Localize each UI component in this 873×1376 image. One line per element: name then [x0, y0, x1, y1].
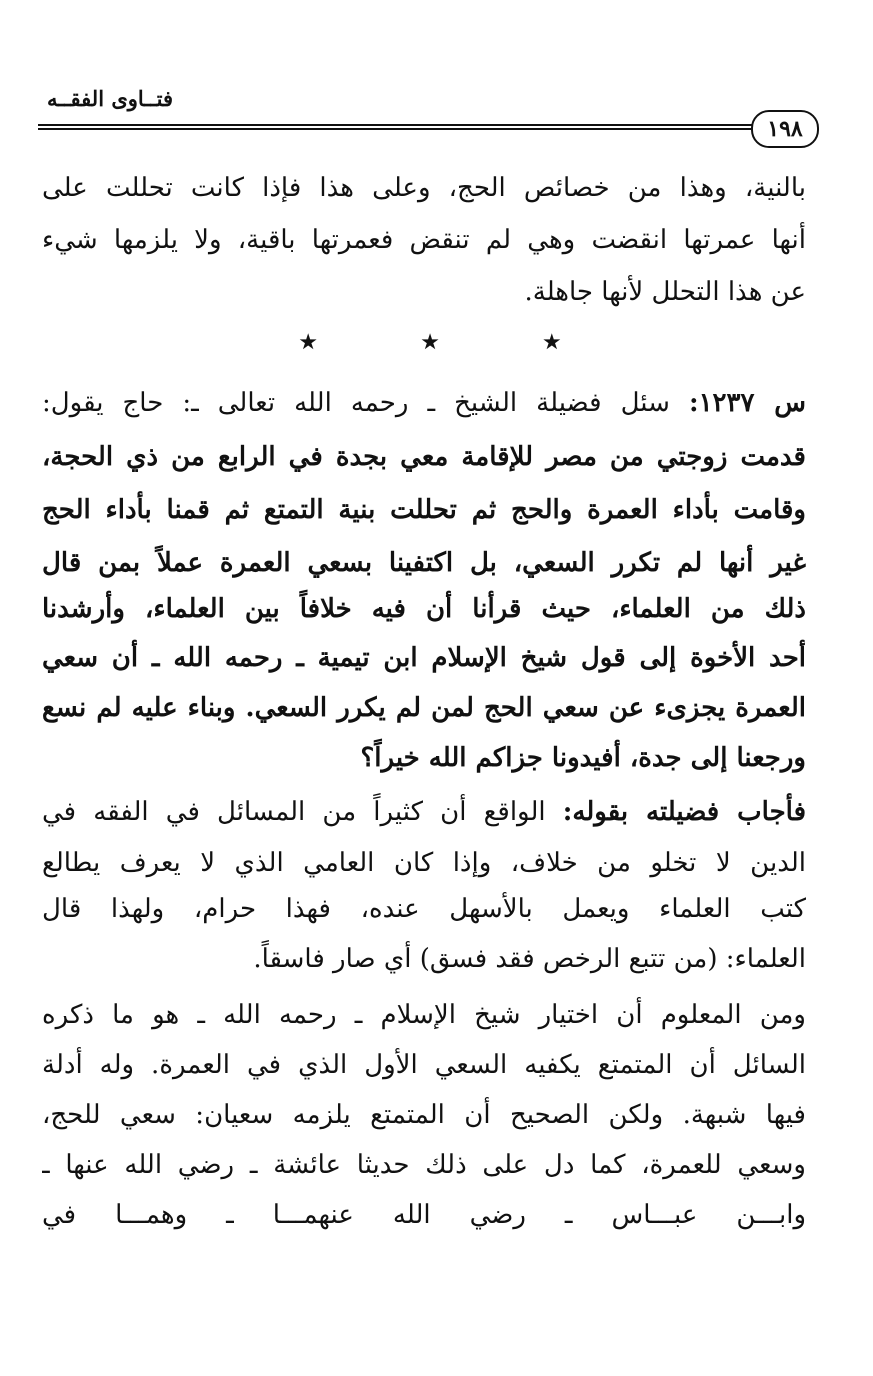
text-line: فيها شبهة. ولكن الصحيح أن المتمتع يلزمه سعيان: سعي للحج،: [42, 1100, 806, 1130]
question-first-line: [42, 378, 806, 428]
page-number: ١٩٨: [751, 110, 819, 148]
section-separator: [300, 322, 560, 362]
question-line: وقامت بأداء العمرة والحج ثم تحللت بنية التمتع ثم قمنا بأداء الحج: [42, 495, 806, 525]
question-label: س ١٢٣٧:: [688, 388, 806, 418]
question-line: ورجعنا إلى جدة، أفيدونا جزاكم الله خيراً؟: [360, 743, 806, 773]
text-line: ومن المعلوم أن اختيار شيخ الإسلام ـ رحمه الله ـ هو ما ذكره: [42, 1000, 806, 1030]
question-line: قدمت زوجتي من مصر للإقامة معي بجدة في الرابع من ذي الحجة،: [42, 442, 806, 472]
text-line: وابـــن عبـــاس ـ رضي الله عنهمـــا ـ وهمـــا في: [42, 1200, 806, 1230]
answer-label: فأجاب فضيلته بقوله:: [562, 797, 806, 827]
question-line: العمرة يجزىء عن سعي الحج لمن لم يكرر السعي. وبناء عليه لم نسع: [42, 693, 806, 723]
running-title: فتــاوى الفقــه: [46, 86, 173, 111]
text-line: عن هذا التحلل لأنها جاهلة.: [524, 277, 806, 307]
answer-intro: الواقع أن كثيراً من المسائل في الفقه في: [42, 797, 563, 827]
question-line: ذلك من العلماء، حيث قرأنا أن فيه خلافاً بين العلماء، وأرشدنا: [42, 594, 806, 624]
text-line: بالنية، وهذا من خصائص الحج، وعلى هذا فإذا كانت تحللت على: [42, 173, 806, 203]
question-line: أحد الأخوة إلى قول شيخ الإسلام ابن تيمية ـ رحمه الله ـ أن سعي: [42, 643, 806, 673]
asterisk-icon: ٭: [421, 324, 439, 359]
text-line: السائل أن المتمتع يكفيه السعي الأول الذي في العمرة. وله أدلة: [42, 1050, 806, 1080]
asterisk-icon: ٭: [300, 324, 317, 359]
question-intro: سئل فضيلة الشيخ ـ رحمه الله تعالى ـ: حاج يقول:: [42, 388, 689, 418]
answer-line: كتب العلماء ويعمل بالأسهل عنده، فهذا حرام، ولهذا قال: [42, 894, 806, 924]
text-line: وسعي للعمرة، كما دل على ذلك حديثا عائشة ـ رضي الله عنها ـ: [42, 1150, 806, 1180]
answer-line: العلماء: (من تتبع الرخص فقد فسق) أي صار فاسقاً.: [253, 944, 806, 974]
answer-first-line: [42, 787, 806, 837]
question-line: غير أنها لم تكرر السعي، بل اكتفينا بسعي العمرة عملاً بمن قال: [42, 548, 806, 578]
text-line: أنها عمرتها انقضت وهي لم تنقض فعمرتها باقية، ولا يلزمها شيء: [42, 225, 806, 255]
header-rule: [38, 124, 753, 130]
answer-line: الدين لا تخلو من خلاف، وإذا كان العامي الذي لا يعرف يطالع: [42, 848, 806, 878]
asterisk-icon: ٭: [543, 324, 560, 359]
